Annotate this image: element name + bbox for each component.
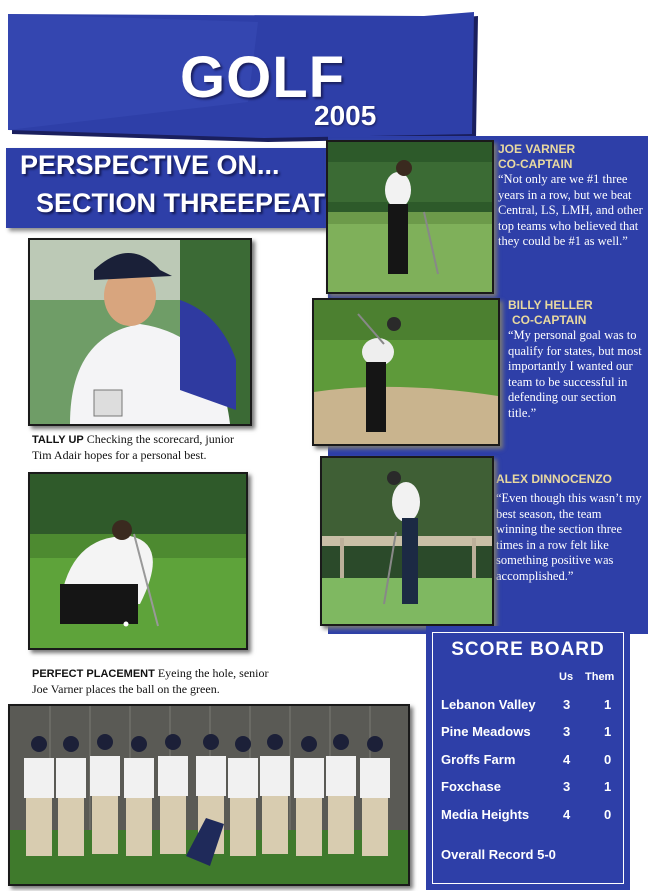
scoreboard-row xyxy=(441,724,619,744)
scoreboard-them-score: 1 xyxy=(604,724,612,739)
scoreboard-them-score: 1 xyxy=(604,779,612,794)
subtitle-line-1: PERSPECTIVE ON... xyxy=(20,150,280,180)
scoreboard-row xyxy=(441,779,619,799)
scoreboard-row xyxy=(441,752,619,772)
scoreboard xyxy=(432,632,624,884)
quote-1-role: CO-CAPTAIN xyxy=(498,157,573,171)
caption-tally-up-lead: TALLY UP xyxy=(32,434,84,446)
scoreboard-team: Lebanon Valley xyxy=(441,697,536,712)
page-title: GOLF xyxy=(180,45,346,110)
scoreboard-team: Groffs Farm xyxy=(441,752,516,767)
scoreboard-row xyxy=(441,697,619,717)
scoreboard-us-score: 3 xyxy=(563,697,571,712)
photo-billy-heller-bunker xyxy=(312,298,500,446)
quote-2 xyxy=(508,298,644,421)
scoreboard-us-score: 3 xyxy=(563,724,571,739)
scoreboard-us-score: 3 xyxy=(563,779,571,794)
quote-3 xyxy=(496,472,644,584)
caption-perfect-placement-text: Eyeing the hole, senior Joe Varner places the ball on the green. xyxy=(32,666,269,696)
scoreboard-us-score: 4 xyxy=(563,807,571,822)
title-banner xyxy=(8,6,478,146)
caption-tally-up xyxy=(32,432,246,463)
scoreboard-col-us: Us xyxy=(559,671,574,683)
page-year: 2005 xyxy=(314,100,377,131)
quote-2-text: “My personal goal was to qualify for states, but most importantly I wanted our team to be successful in defending our section title.” xyxy=(508,328,642,420)
photo-joe-varner-swing xyxy=(326,140,494,294)
photo-perfect-placement xyxy=(28,472,248,650)
scoreboard-us-score: 4 xyxy=(563,752,571,767)
photo-team xyxy=(8,704,410,886)
scoreboard-col-them: Them xyxy=(585,671,615,683)
caption-perfect-placement-lead: PERFECT PLACEMENT xyxy=(32,668,155,680)
quote-1 xyxy=(498,142,643,250)
subtitle-banner xyxy=(6,148,326,228)
caption-tally-up-text: Checking the scorecard, junior Tim Adair hopes for a personal best. xyxy=(32,432,235,462)
subtitle-line-2: SECTION THREEPEAT xyxy=(36,188,326,218)
photo-tally-up xyxy=(28,238,252,426)
quote-3-name: ALEX DINNOCENZO xyxy=(496,472,613,486)
scoreboard-them-score: 0 xyxy=(604,807,612,822)
quote-3-text: “Even though this wasn’t my best season, the team winning the section three times in a row felt like something positive was accomplished.” xyxy=(496,491,642,583)
quote-1-text: “Not only are we #1 three years in a row, but we beat Central, LS, LMH, and other top teams who believed that they could be #1 as well.” xyxy=(498,172,643,248)
quote-2-role: CO-CAPTAIN xyxy=(512,313,587,327)
scoreboard-team: Foxchase xyxy=(441,779,501,794)
scoreboard-overall-record: Overall Record 5-0 xyxy=(441,847,556,862)
quote-1-name: JOE VARNER xyxy=(498,142,576,156)
photo-alex-dinnocenzo xyxy=(320,456,494,626)
caption-perfect-placement xyxy=(32,666,272,697)
scoreboard-them-score: 1 xyxy=(604,697,612,712)
scoreboard-them-score: 0 xyxy=(604,752,612,767)
scoreboard-team: Pine Meadows xyxy=(441,724,531,739)
quote-2-name: BILLY HELLER xyxy=(508,298,593,312)
scoreboard-title: SCORE BOARD xyxy=(451,639,605,660)
scoreboard-team: Media Heights xyxy=(441,807,530,822)
scoreboard-row xyxy=(441,807,619,827)
